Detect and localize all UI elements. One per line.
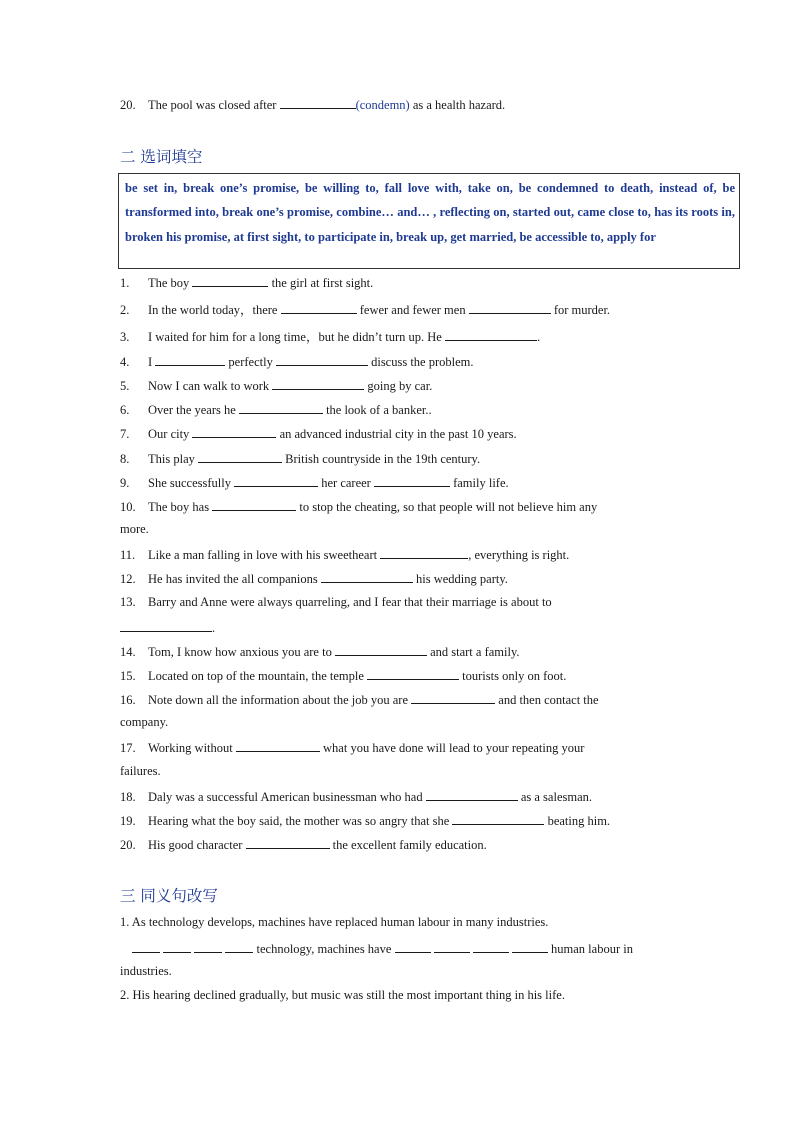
exercise-item: 20. His good character the excellent family education. bbox=[120, 838, 487, 852]
exercise-item: 3. I waited for him for a long time，but he didn’t turn up. He . bbox=[120, 330, 541, 344]
rewrite-question: 1. As technology develops, machines have replaced human labour in many industries. bbox=[120, 915, 549, 929]
answer-blank[interactable] bbox=[321, 570, 413, 583]
section-title: 二 选词填空 bbox=[120, 148, 203, 166]
rewrite-answer-line: technology, machines have human labour in bbox=[120, 940, 676, 957]
exercise-item: 15. Located on top of the mountain, the temple tourists only on foot. bbox=[120, 669, 567, 683]
answer-blank[interactable] bbox=[155, 353, 225, 366]
answer-blank[interactable] bbox=[426, 788, 518, 801]
answer-blank[interactable] bbox=[132, 940, 160, 953]
exercise-item: 8. This play British countryside in the 19th century. bbox=[120, 452, 481, 466]
answer-blank[interactable] bbox=[234, 474, 318, 487]
answer-blank[interactable] bbox=[192, 425, 276, 438]
exercise-item: 9. She successfully her career family life. bbox=[120, 476, 509, 490]
answer-blank[interactable] bbox=[469, 301, 551, 314]
answer-blank[interactable] bbox=[194, 940, 222, 953]
answer-blank[interactable] bbox=[335, 643, 427, 656]
answer-blank[interactable] bbox=[281, 301, 357, 314]
section-title: 三 同义句改写 bbox=[120, 887, 218, 905]
answer-blank[interactable] bbox=[380, 546, 468, 559]
answer-blank[interactable] bbox=[239, 401, 323, 414]
exercise-item: 13. Barry and Anne were always quarreling, and I fear that their marriage is about to bbox=[120, 595, 552, 609]
word-bank bbox=[118, 173, 740, 269]
answer-blank[interactable] bbox=[411, 691, 495, 704]
answer-blank[interactable] bbox=[452, 812, 544, 825]
exercise-item-continuation: company. bbox=[120, 715, 169, 729]
exercise-item: 19. Hearing what the boy said, the mother was so angry that she beating him. bbox=[120, 814, 611, 828]
answer-blank[interactable] bbox=[246, 836, 330, 849]
exercise-item: 18. Daly was a successful American businessman who had as a salesman. bbox=[120, 790, 592, 804]
exercise-item: 16. Note down all the information about the job you are and then contact the bbox=[120, 693, 599, 707]
answer-blank[interactable] bbox=[192, 274, 268, 287]
answer-blank[interactable] bbox=[198, 450, 282, 463]
exercise-item: 6. Over the years he the look of a banker.. bbox=[120, 403, 432, 417]
exercise-item-continuation: failures. bbox=[120, 764, 161, 778]
exercise-item: 17. Working without what you have done will lead to your repeating your bbox=[120, 741, 585, 755]
answer-blank[interactable] bbox=[445, 328, 537, 341]
rewrite-answer-continuation: industries. bbox=[120, 964, 172, 978]
answer-blank[interactable] bbox=[473, 940, 509, 953]
answer-blank[interactable] bbox=[212, 498, 296, 511]
exercise-item-continuation: more. bbox=[120, 522, 149, 536]
exercise-item-continuation: . bbox=[120, 619, 676, 636]
answer-blank[interactable] bbox=[120, 619, 212, 632]
item-number: 20. bbox=[120, 98, 136, 112]
rewrite-question: 2. His hearing declined gradually, but music was still the most important thing in his life. bbox=[120, 988, 565, 1002]
answer-blank[interactable] bbox=[236, 739, 320, 752]
answer-blank[interactable] bbox=[512, 940, 548, 953]
answer-blank[interactable] bbox=[276, 353, 368, 366]
word-hint: (condemn) bbox=[355, 98, 410, 112]
answer-blank[interactable] bbox=[280, 96, 356, 109]
answer-blank[interactable] bbox=[225, 940, 253, 953]
exercise-item: 5. Now I can walk to work going by car. bbox=[120, 379, 433, 393]
exercise-item: 14. Tom, I know how anxious you are to and start a family. bbox=[120, 645, 520, 659]
exercise-item: 2. In the world today，there fewer and fewer men for murder. bbox=[120, 303, 611, 317]
answer-blank[interactable] bbox=[395, 940, 431, 953]
exercise-item: 11. Like a man falling in love with his sweetheart , everything is right. bbox=[120, 548, 570, 562]
answer-blank[interactable] bbox=[163, 940, 191, 953]
exercise-item: 20. The pool was closed after (condemn) as a health hazard. bbox=[120, 98, 506, 112]
answer-blank[interactable] bbox=[367, 667, 459, 680]
answer-blank[interactable] bbox=[374, 474, 450, 487]
exercise-item: 12. He has invited the all companions his wedding party. bbox=[120, 572, 508, 586]
answer-blank[interactable] bbox=[272, 377, 364, 390]
word-bank-text: be set in, break one’s promise, be willing to, fall love with, take on, be condemned to death, instead of, be transformed into, break one’s promise, combine… and… , reflecting on, started out, came close to, has its roots in, broken his promise, at first sight, to participate in, break up, get married, be accessible to, apply for bbox=[125, 181, 735, 244]
exercise-item: 7. Our city an advanced industrial city in the past 10 years. bbox=[120, 427, 517, 441]
answer-blank[interactable] bbox=[434, 940, 470, 953]
exercise-item: 10. The boy has to stop the cheating, so that people will not believe him any bbox=[120, 500, 598, 514]
exercise-item: 4. I perfectly discuss the problem. bbox=[120, 355, 474, 369]
exercise-item: 1. The boy the girl at first sight. bbox=[120, 276, 374, 290]
